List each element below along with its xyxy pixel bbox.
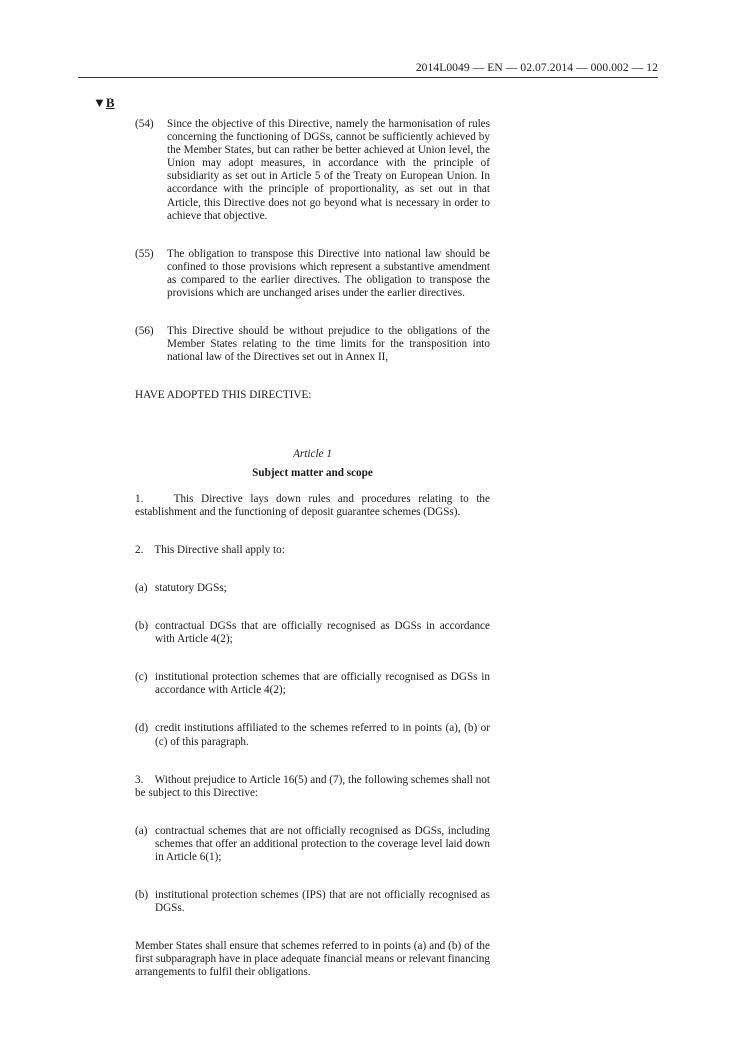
adoption-statement: HAVE ADOPTED THIS DIRECTIVE: bbox=[135, 389, 312, 402]
item-text: contractual schemes that are not officially recognised as DGSs, including schemes that offer an additional protection to the coverage level laid down in Article 6(1); bbox=[155, 824, 490, 863]
recital-number: (56) bbox=[135, 325, 154, 338]
triangle-down-icon: ▼ bbox=[93, 95, 106, 110]
recital-text: This Directive should be without prejudice to the obligations of the Member States relating to the time limits for the transposition into national law of the Directives set out in Annex II, bbox=[167, 325, 490, 364]
marker-letter: B bbox=[105, 95, 115, 110]
document-reference-header: 2014L0049 — EN — 02.07.2014 — 000.002 — 12 bbox=[415, 62, 658, 74]
list-item bbox=[135, 825, 490, 864]
closing-subparagraph: Member States shall ensure that schemes referred to in points (a) and (b) of the first subparagraph have in place adequate financial means or relevant financing arrangements to fulfil their obligations. bbox=[135, 940, 490, 979]
recital-number: (54) bbox=[135, 118, 154, 130]
recital-56 bbox=[135, 325, 490, 364]
item-label: (d) bbox=[135, 722, 149, 735]
recital-number: (55) bbox=[135, 247, 154, 260]
item-label: (b) bbox=[135, 889, 149, 902]
list-item bbox=[135, 671, 490, 697]
recital-text: Since the objective of this Directive, namely the harmonisation of rules concerning the functioning of DGSs, cannot be sufficiently achieved by the Member States, but can rather be better achieved at Union level, the Union may adopt measures, in accordance with the principle of subsidiarity as set out in Article 5 of the Treaty on European Union. In accordance with the principle of proportionality, as set out in that Article, this Directive does not go beyond what is necessary in order to achieve that objective. bbox=[167, 118, 490, 222]
item-text: contractual DGSs that are officially recognised as DGSs in accordance with Article 4(2); bbox=[155, 620, 490, 646]
article-heading: Subject matter and scope bbox=[252, 466, 373, 479]
item-label: (a) bbox=[135, 581, 148, 594]
item-text: statutory DGSs; bbox=[155, 581, 227, 594]
recital-54 bbox=[135, 118, 490, 223]
paragraph-1: 1. This Directive lays down rules and procedures relating to the establishment and the functioning of deposit guarantee schemes (DGSs). bbox=[135, 492, 493, 518]
header-divider bbox=[78, 77, 658, 78]
recital-text: The obligation to transpose this Directive into national law should be confined to those provisions which represent a substantive amendment as compared to the earlier directives. The obligation to transpose the provisions which are unchanged arises under the earlier directives. bbox=[167, 247, 490, 300]
recital-55 bbox=[135, 248, 490, 300]
item-text: credit institutions affiliated to the schemes referred to in points (a), (b) or (c) of this paragraph. bbox=[155, 722, 490, 748]
item-label: (b) bbox=[135, 620, 149, 633]
paragraph-3: 3. Without prejudice to Article 16(5) and (7), the following schemes shall not be subject to this Directive: bbox=[135, 773, 493, 799]
item-text: institutional protection schemes that are officially recognised as DGSs in accordance with Article 4(2); bbox=[155, 671, 490, 697]
paragraph-2: 2. This Directive shall apply to: bbox=[135, 543, 285, 556]
amendment-marker bbox=[93, 95, 115, 111]
list-item bbox=[135, 889, 490, 915]
document-body bbox=[135, 118, 493, 980]
item-label: (a) bbox=[135, 824, 148, 837]
item-text: institutional protection schemes (IPS) that are not officially recognised as DGSs. bbox=[155, 889, 490, 915]
list-item bbox=[135, 620, 490, 646]
list-item bbox=[135, 722, 490, 748]
list-item bbox=[135, 582, 490, 595]
item-label: (c) bbox=[135, 671, 148, 684]
article-title: Article 1 bbox=[293, 447, 332, 460]
